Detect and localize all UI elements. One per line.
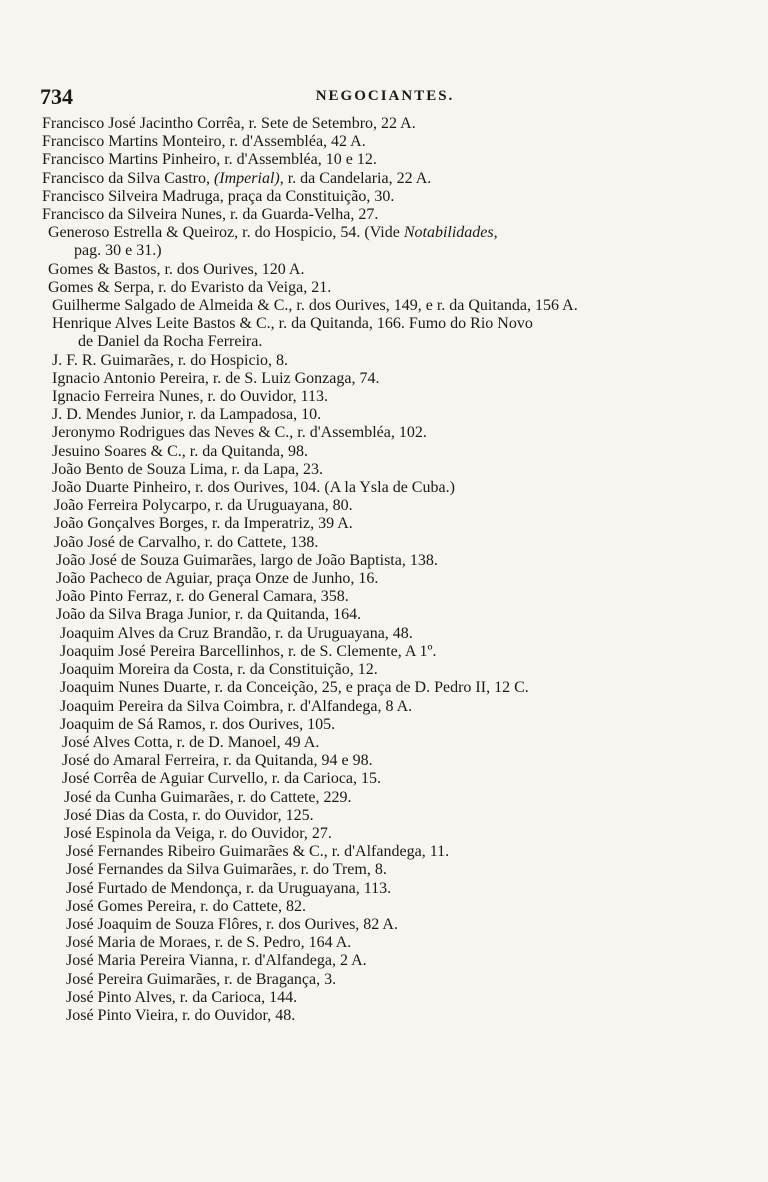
entry-text: João Pacheco de Aguiar, praça Onze de Junho, 16.	[56, 570, 379, 588]
entry-text: J. F. R. Guimarães, r. do Hospicio, 8.	[52, 351, 289, 369]
merchant-entry	[66, 843, 738, 861]
entry-text: Joaquim Moreira da Costa, r. da Constituição, 12.	[60, 661, 378, 679]
merchant-entry	[54, 534, 738, 552]
entry-text: Francisco Silveira Madruga, praça da Constituição, 30.	[42, 187, 395, 205]
page-number: 734	[40, 84, 73, 109]
entry-text: de Daniel da Rocha Ferreira.	[78, 333, 263, 351]
merchant-entry	[52, 424, 738, 442]
page-header	[40, 84, 730, 114]
entry-text: João José de Souza Guimarães, largo de João Baptista, 138.	[56, 551, 438, 569]
entry-text: João Pinto Ferraz, r. do General Camara, 358.	[56, 588, 349, 606]
merchant-entry	[66, 898, 738, 916]
entry-text-rest: , r. da Candelaria, 22 A.	[279, 169, 432, 187]
entry-text: Gomes & Serpa, r. do Evaristo da Veiga, 21.	[48, 278, 332, 296]
entry-text: Francisco da Silveira Nunes, r. da Guarda-Velha, 27.	[42, 206, 379, 224]
merchant-entry	[66, 1007, 738, 1025]
merchant-entry	[42, 133, 738, 151]
entry-text: José Maria Pereira Vianna, r. d'Alfandega, 2 A.	[66, 952, 367, 970]
entry-text: João Bento de Souza Lima, r. da Lapa, 23.	[52, 460, 324, 478]
merchant-entry	[52, 370, 738, 388]
merchant-entry	[60, 716, 738, 734]
entry-text: José do Amaral Ferreira, r. da Quitanda, 94 e 98.	[62, 752, 373, 770]
merchant-entry	[66, 971, 738, 989]
entry-text: Ignacio Antonio Pereira, r. de S. Luiz Gonzaga, 74.	[52, 369, 380, 387]
entry-text: Joaquim Nunes Duarte, r. da Conceição, 25, e praça de D. Pedro II, 12 C.	[60, 679, 529, 697]
entry-text: Francisco José Jacintho Corrêa, r. Sete de Setembro, 22 A.	[42, 115, 416, 132]
merchant-entry	[56, 552, 738, 570]
merchant-entry	[66, 880, 738, 898]
entry-continuation	[52, 333, 738, 351]
entry-text: Gomes & Bastos, r. dos Ourives, 120 A.	[48, 260, 305, 278]
merchant-entry	[54, 515, 738, 533]
entry-text: Jeronymo Rodrigues das Neves & C., r. d'Assembléa, 102.	[52, 424, 427, 442]
entry-text: Henrique Alves Leite Bastos & C., r. da Quitanda, 166. Fumo do Rio Novo	[52, 315, 533, 333]
entry-text: José Alves Cotta, r. de D. Manoel, 49 A.	[62, 733, 320, 751]
entry-text: João Gonçalves Borges, r. da Imperatriz, 39 A.	[54, 515, 353, 533]
entry-text: Joaquim José Pereira Barcellinhos, r. de S. Clemente, A 1º.	[60, 642, 437, 660]
merchant-entry	[64, 789, 738, 807]
merchant-entry	[60, 679, 738, 697]
merchant-entry	[52, 406, 738, 424]
merchant-entry	[62, 734, 738, 752]
merchant-entry	[42, 151, 738, 169]
entry-italic-text: (Imperial)	[213, 169, 280, 187]
entry-italic-text: Notabilidades	[403, 224, 494, 242]
merchant-entry	[42, 115, 738, 133]
merchant-entry	[52, 479, 738, 497]
entry-text: Joaquim de Sá Ramos, r. dos Ourives, 105.	[60, 715, 336, 733]
entry-text: José Joaquim de Souza Flôres, r. dos Ourives, 82 A.	[66, 915, 398, 933]
entry-text: José Furtado de Mendonça, r. da Uruguayana, 113.	[66, 879, 392, 897]
merchant-entry	[52, 461, 738, 479]
entry-text: José Corrêa de Aguiar Curvello, r. da Carioca, 15.	[62, 770, 382, 788]
entry-text: José Pinto Vieira, r. do Ouvidor, 48.	[66, 1006, 296, 1024]
merchant-entry	[64, 825, 738, 843]
entry-text: José Espinola da Veiga, r. do Ouvidor, 27.	[64, 824, 332, 842]
entry-text: Francisco Martins Pinheiro, r. d'Assembléa, 10 e 12.	[42, 151, 377, 169]
entry-text: João Ferreira Polycarpo, r. da Uruguayana, 80.	[54, 497, 353, 515]
entry-text: João da Silva Braga Junior, r. da Quitanda, 164.	[56, 606, 362, 624]
entry-continuation	[48, 242, 738, 260]
merchant-entry	[62, 770, 738, 788]
entry-text-rest: ,	[493, 224, 498, 242]
merchant-entry	[48, 224, 738, 242]
entry-text: Francisco da Silva Castro,	[42, 169, 214, 187]
merchant-entry	[52, 352, 738, 370]
entry-text: José Fernandes da Silva Guimarães, r. do Trem, 8.	[66, 861, 387, 879]
merchant-entry	[52, 443, 738, 461]
entry-text: Generoso Estrella & Queiroz, r. do Hospicio, 54. (Vide	[48, 224, 404, 242]
merchant-entry	[54, 497, 738, 515]
merchant-entry	[64, 807, 738, 825]
merchant-entry	[42, 188, 738, 206]
merchant-entry	[60, 625, 738, 643]
entry-text: José Maria de Moraes, r. de S. Pedro, 164 A.	[66, 934, 352, 952]
merchant-entry	[48, 261, 738, 279]
entry-text: Francisco Martins Monteiro, r. d'Assembléa, 42 A.	[42, 133, 366, 151]
merchant-entry	[56, 606, 738, 624]
merchant-entry	[66, 989, 738, 1007]
running-head: NEGOCIANTES.	[315, 88, 455, 104]
entry-text: José Dias da Costa, r. do Ouvidor, 125.	[64, 806, 314, 824]
entry-text: José Pereira Guimarães, r. de Bragança, 3.	[66, 970, 337, 988]
entry-text: J. D. Mendes Junior, r. da Lampadosa, 10.	[52, 406, 322, 424]
merchant-entry	[66, 861, 738, 879]
merchant-entry	[66, 934, 738, 952]
merchant-entry	[42, 206, 738, 224]
merchant-entry	[60, 661, 738, 679]
merchant-entry	[52, 315, 738, 333]
merchant-entry	[56, 588, 738, 606]
entry-text: Jesuino Soares & C., r. da Quitanda, 98.	[52, 442, 308, 460]
merchant-entry	[52, 388, 738, 406]
merchant-entry	[60, 698, 738, 716]
entry-text: José da Cunha Guimarães, r. do Cattete, 229.	[64, 788, 352, 806]
entry-text: José Pinto Alves, r. da Carioca, 144.	[66, 988, 298, 1006]
entry-text: João Duarte Pinheiro, r. dos Ourives, 104. (A la Ysla de Cuba.)	[52, 479, 455, 497]
merchant-entry	[66, 916, 738, 934]
entry-text: Joaquim Alves da Cruz Brandão, r. da Uruguayana, 48.	[60, 624, 413, 642]
entry-text: Guilherme Salgado de Almeida & C., r. dos Ourives, 149, e r. da Quitanda, 156 A.	[52, 297, 578, 315]
merchant-entry	[42, 170, 738, 188]
merchant-entry	[62, 752, 738, 770]
merchant-entry	[66, 952, 738, 970]
entry-text: José Gomes Pereira, r. do Cattete, 82.	[66, 897, 306, 915]
entry-text: José Fernandes Ribeiro Guimarães & C., r. d'Alfandega, 11.	[66, 843, 450, 861]
merchant-entry	[60, 643, 738, 661]
entry-text: Joaquim Pereira da Silva Coimbra, r. d'Alfandega, 8 A.	[60, 697, 413, 715]
merchant-entry	[48, 279, 738, 297]
merchant-list	[42, 115, 738, 1025]
merchant-entry	[52, 297, 738, 315]
merchant-entry	[56, 570, 738, 588]
entry-text: Ignacio Ferreira Nunes, r. do Ouvidor, 113.	[52, 388, 329, 406]
entry-text: João José de Carvalho, r. do Cattete, 138.	[54, 533, 319, 551]
entry-text: pag. 30 e 31.)	[74, 242, 162, 260]
